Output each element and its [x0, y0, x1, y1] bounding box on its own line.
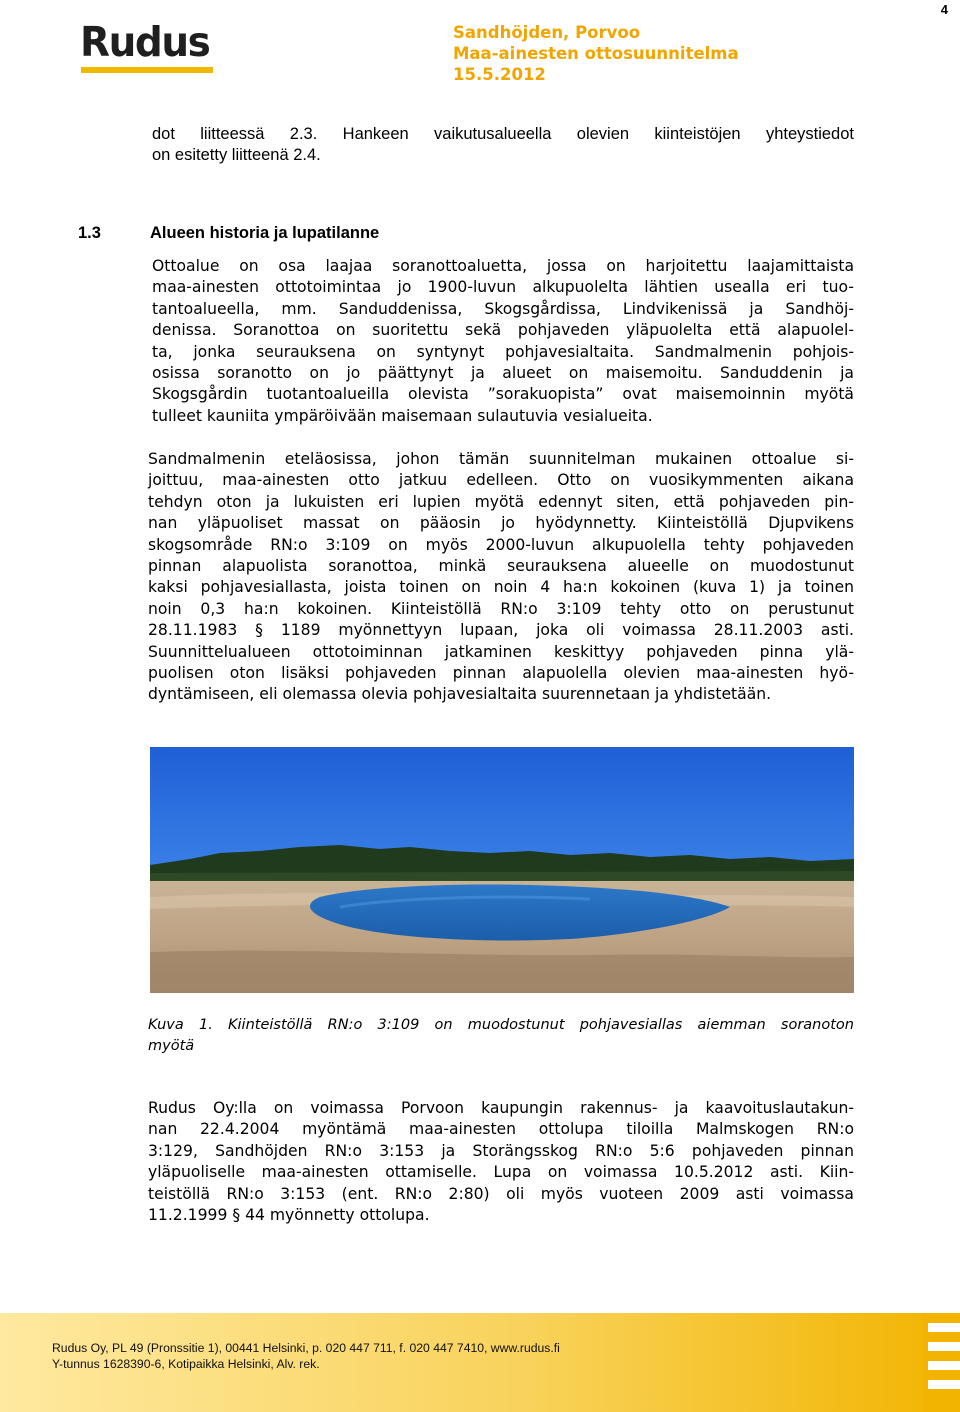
text-line: Ottoalue on osa laajaa soranottoaluetta, jossa on harjoitettu laajamittaista: [152, 257, 854, 275]
text-line: puolisen oton lisäksi pohjaveden pinnan alapuolella olevien maa-ainesten hyö-: [148, 664, 854, 683]
text-line: ta, jonka seurauksena on syntynyt pohjavesialtaita. Sandmalmenin pohjois-: [152, 342, 854, 361]
footer-line-1: Rudus Oy, PL 49 (Pronssitie 1), 00441 Helsinki, p. 020 447 711, f. 020 447 7410, www.rudus.fi: [52, 1341, 560, 1355]
footer-stripes-icon: [922, 1313, 960, 1412]
text-line: dot liitteessä 2.3. Hankeen vaikutusalueella olevien kiinteistöjen yhteystiedot: [152, 125, 854, 143]
logo-underline: [81, 67, 213, 73]
caption-line: Kuva 1. Kiinteistöllä RN:o 3:109 on muodostunut pohjavesiallas aiemman soranoton: [148, 1017, 854, 1033]
section-title: Alueen historia ja lupatilanne: [150, 224, 380, 242]
header-date: 15.5.2012: [453, 65, 546, 84]
text-line: yläpuoliselle maa-ainesten ottamiselle. Lupa on voimassa 10.5.2012 asti. Kiin-: [148, 1163, 854, 1182]
text-line: Rudus Oy:lla on voimassa Porvoon kaupungin rakennus- ja kaavoituslautakun-: [148, 1099, 854, 1117]
text-line: on esitetty liitteenä 2.4.: [152, 146, 321, 164]
text-line: pinnan alapuolista soranottoa, minkä seurauksena alueelle on muodostunut: [148, 557, 854, 576]
text-line: kaksi pohjavesiallasta, joista toinen on noin 4 ha:n kokoinen (kuva 1) ja toinen: [148, 578, 854, 597]
text-line: Suunnittelualueen ottotoiminnan jatkaminen keskittyy pohjaveden pinna ylä-: [148, 642, 854, 661]
text-line: Skogsgårdin tuotantoalueilla olevista ”sorakuopista” ovat maisemoinnin myötä: [152, 385, 854, 404]
rudus-logo: Rudus: [80, 18, 210, 66]
text-line: skogsområde RN:o 3:109 on myös 2000-luvun alkupuolella tehty pohjaveden: [148, 535, 854, 554]
text-line: nan yläpuoliset massat on pääosin jo hyödynnetty. Kiinteistöllä Djupvikens: [148, 514, 854, 533]
paragraph-1-container: [152, 256, 854, 427]
paragraph-2-container: [148, 449, 854, 706]
text-line: dyntämiseen, eli olemassa olevia pohjavesialtaita suurennetaan ja yhdistetään.: [148, 685, 772, 704]
header-subtitle: Maa-ainesten ottosuunnitelma: [453, 44, 739, 63]
footer-line-2: Y-tunnus 1628390-6, Kotipaikka Helsinki, Alv. rek.: [52, 1357, 320, 1371]
paragraph-1: [152, 256, 854, 427]
text-line: maa-ainesten ottotoimintaa jo 1900-luvun alkupuolelta lähtien usealla eri tuo-: [152, 278, 854, 297]
text-line: 3:129, Sandhöjden RN:o 3:153 ja Storängsskog RN:o 5:6 pohjaveden pinnan: [148, 1141, 854, 1160]
intro-paragraph-container: [148, 124, 854, 166]
paragraph-3: [148, 1098, 854, 1226]
section-number: 1.3: [78, 224, 101, 242]
pond-landscape-image: [150, 747, 854, 993]
intro-paragraph: [152, 124, 854, 166]
text-line: nan 22.4.2004 myöntämä maa-ainesten ottolupa tiloilla Malmskogen RN:o: [148, 1120, 854, 1139]
page-number: 4: [940, 2, 948, 17]
text-line: noin 0,3 ha:n kokoinen. Kiinteistöllä RN:o 3:109 tehty otto on perustunut: [148, 599, 854, 618]
text-line: tulleet kauniita ympäröivään maisemaan sulautuvia vesialueita.: [152, 406, 653, 425]
caption-line: myötä: [148, 1038, 195, 1054]
text-line: 11.2.1999 § 44 myönnetty ottolupa.: [148, 1206, 430, 1225]
paragraph-2: [148, 449, 854, 706]
text-line: tehdyn oton ja lukuisten eri lupien myötä edennyt siten, että pohjaveden pin-: [148, 492, 854, 511]
section-heading: [78, 224, 379, 243]
text-line: 28.11.1983 § 1189 myönnettyyn lupaan, joka oli voimassa 28.11.2003 asti.: [148, 621, 854, 640]
document-header: [453, 22, 739, 85]
text-line: tantoalueella, mm. Sanduddenissa, Skogsgårdissa, Lindvikenissä ja Sandhöj-: [152, 299, 854, 318]
footer-contact: [52, 1340, 560, 1372]
text-line: joittuu, maa-ainesten otto jatkuu edelleen. Otto on vuosikymmenten aikana: [148, 471, 854, 490]
text-line: Sandmalmenin eteläosissa, johon tämän suunnitelman mukainen ottoalue si-: [148, 450, 854, 468]
text-line: teistöllä RN:o 3:153 (ent. RN:o 2:80) oli myös vuoteen 2009 asti voimassa: [148, 1184, 854, 1203]
header-title: Sandhöjden, Porvoo: [453, 23, 641, 42]
figure-caption: [148, 1015, 854, 1057]
photo-groundwater-pond: [150, 747, 854, 993]
text-line: denissa. Soranottoa on suoritettu sekä pohjaveden yläpuolelta että alapuolel-: [152, 321, 854, 340]
text-line: osissa soranotto on jo päättynyt ja alueet on maisemoitu. Sanduddenin ja: [152, 364, 854, 383]
paragraph-3-container: [148, 1098, 854, 1226]
